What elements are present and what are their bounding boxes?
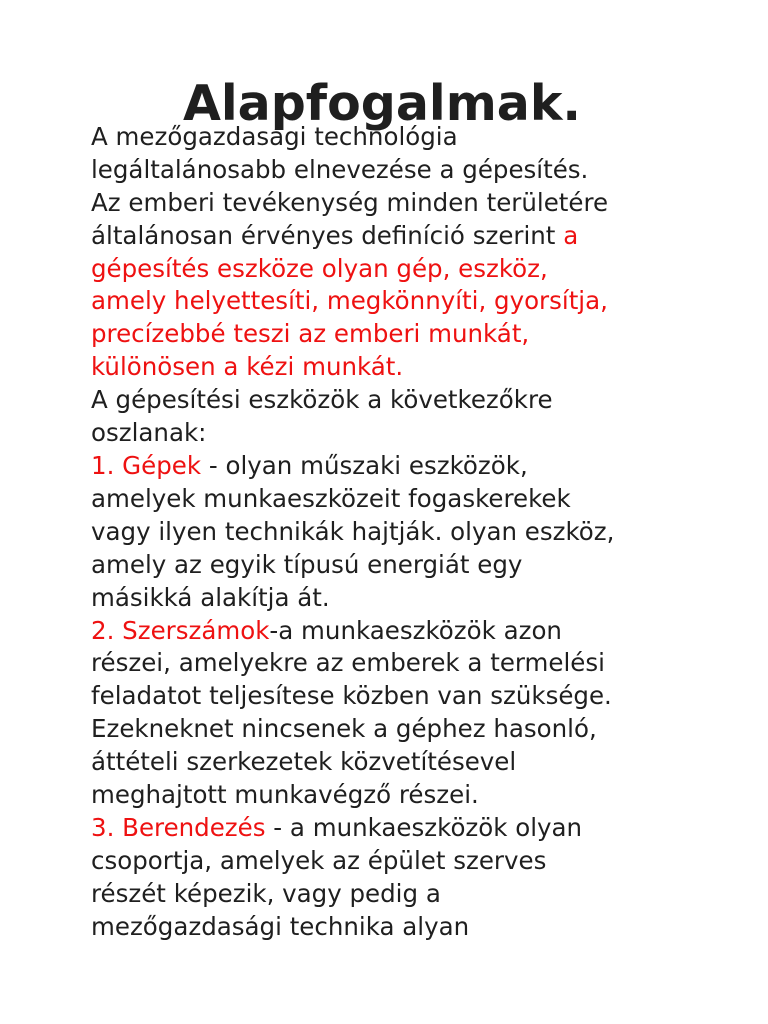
definition-highlight: gépesítés eszköze olyan gép, eszköz, <box>91 253 548 283</box>
document-title: Alapfogalmak. <box>182 75 582 132</box>
text-line <box>91 812 691 845</box>
text-line: mezőgazdasági technika alyan <box>91 911 470 941</box>
definition-highlight: amely helyettesíti, megkönnyíti, gyorsítja, <box>91 286 608 316</box>
text-line: amely az egyik típusú energiát egy <box>91 549 523 579</box>
text-line <box>91 450 691 483</box>
text-segment: -a munkaeszközök azon <box>269 615 562 645</box>
item-equipment <box>91 812 691 944</box>
text-line: másikká alakítja át. <box>91 582 330 612</box>
text-line: A gépesítési eszközök a következőkre <box>91 385 553 415</box>
text-line: áttételi szerkezetek közvetítésevel <box>91 747 517 777</box>
text-line: Ezekneknet nincsenek a géphez hasonló, <box>91 714 597 744</box>
text-line: meghajtott munkavégző részei. <box>91 780 479 810</box>
text-line: részei, amelyekre az emberek a termelési <box>91 648 605 678</box>
definition-highlight: a <box>563 220 579 250</box>
text-line <box>91 615 691 648</box>
text-line: Az emberi tevékenység minden területére <box>91 187 609 217</box>
text-line: legáltalánosabb elnevezése a gépesítés. <box>91 154 589 184</box>
text-line: A mezőgazdasági technológia <box>91 121 458 151</box>
text-line <box>91 220 691 253</box>
text-line: feladatot teljesítese közben van szüksége. <box>91 681 612 711</box>
text-segment: általánosan érvényes definíció szerint <box>91 220 564 250</box>
text-segment: - a munkaeszközök olyan <box>265 812 583 842</box>
item-machines <box>91 450 691 615</box>
text-line: csoportja, amelyek az épület szerves <box>91 845 547 875</box>
text-line: amelyek munkaeszközeit fogaskerekek <box>91 483 571 513</box>
text-line: részét képezik, vagy pedig a <box>91 878 441 908</box>
document-page <box>91 75 691 944</box>
text-line: vagy ilyen technikák hajtják. olyan eszköz, <box>91 516 615 546</box>
intro-paragraph <box>91 121 691 384</box>
item-term: 2. Szerszámok <box>91 615 270 645</box>
text-segment: - olyan műszaki eszközök, <box>201 450 528 480</box>
text-line: oszlanak: <box>91 418 207 448</box>
definition-highlight: különösen a kézi munkát. <box>91 352 404 382</box>
item-term: 1. Gépek <box>91 450 202 480</box>
item-tools <box>91 615 691 812</box>
item-term: 3. Berendezés <box>91 812 266 842</box>
classification-paragraph <box>91 384 691 450</box>
definition-highlight: precízebbé teszi az emberi munkát, <box>91 319 530 349</box>
